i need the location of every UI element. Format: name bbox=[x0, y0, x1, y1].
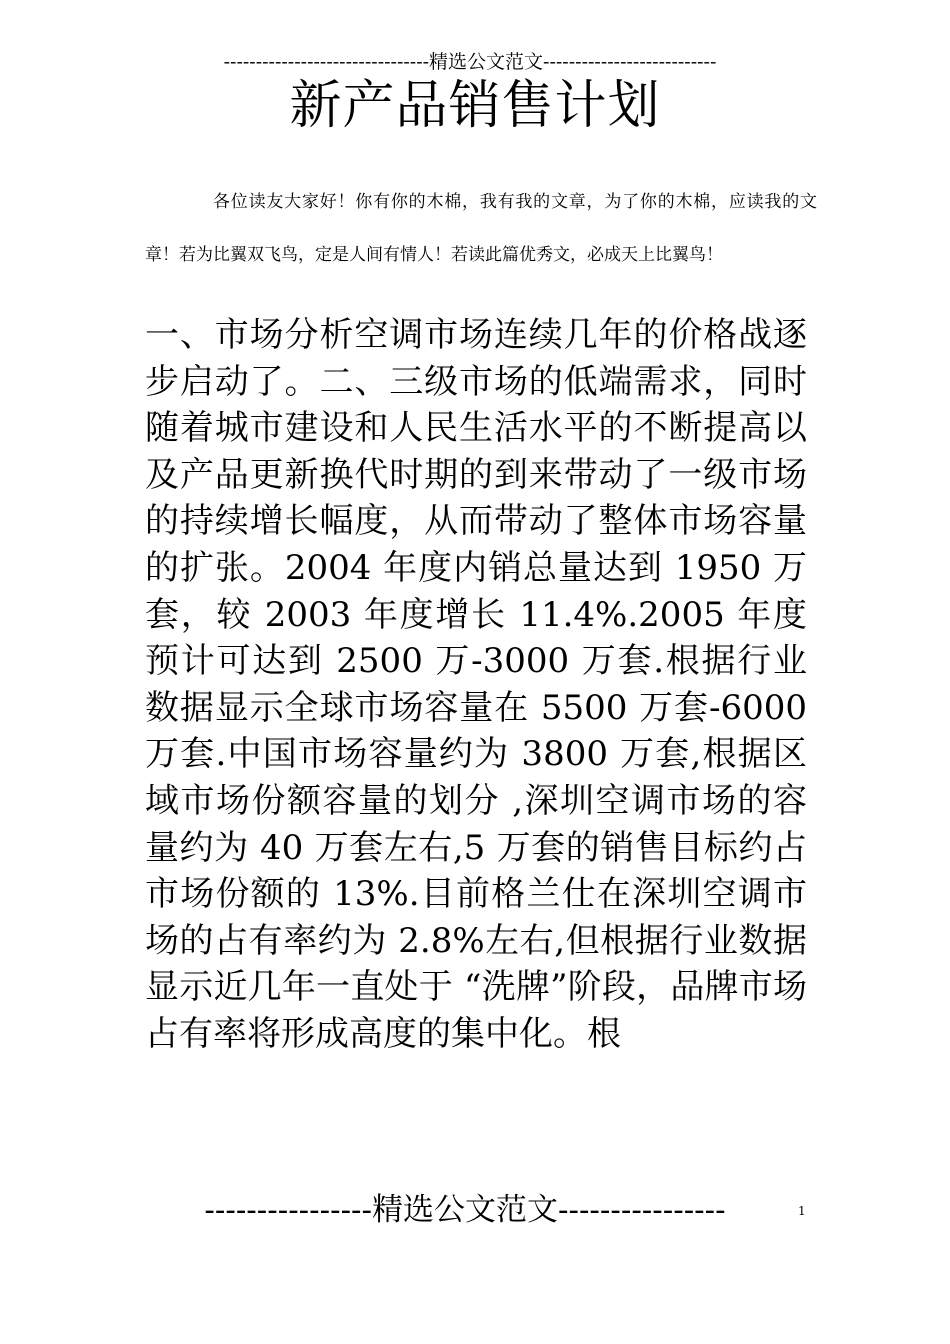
footer-rule: ----------------精选公文范文---------------- bbox=[204, 1192, 726, 1228]
header-rule: --------------------------------精选公文范文--------------------------- bbox=[223, 51, 717, 73]
document-title: 新产品销售计划 bbox=[289, 76, 661, 136]
intro-paragraph: 各位读友大家好！你有你的木棉，我有我的文章，为了你的木棉，应读我的文章！若为比翼双飞鸟，定是人间有情人！若读此篇优秀文，必成天上比翼鸟！ bbox=[145, 192, 817, 265]
page-number: 1 bbox=[798, 1204, 806, 1218]
body-paragraph: 一、市场分析空调市场连续几年的价格战逐步启动了。二、三级市场的低端需求，同时随着城市建设和人民生活水平的不断提高以及产品更新换代时期的到来带动了一级市场的持续增长幅度，从而带动了整体市场容量的扩张。2004 年度内销总量达到 1950 万套，较 2003 年度增长 11.4%.2005 年度预计可达到 2500 万-3000 万套.根据行业数据显示全球市场容量在 5500 万套-6000 万套.中国市场容量约为 3800 万套,根据区域市场份额容量的划分 ,深圳空调市场的容量约为 40 万套左右,5 万套的销售目标约占市场份额的 13%.目前格兰仕在深圳空调市场的占有率约为 2.8%左右,但根据行业数据显示近几年一直处于 “洗牌”阶段，品牌市场占有率将形成高度的集中化。根 bbox=[145, 315, 807, 1054]
